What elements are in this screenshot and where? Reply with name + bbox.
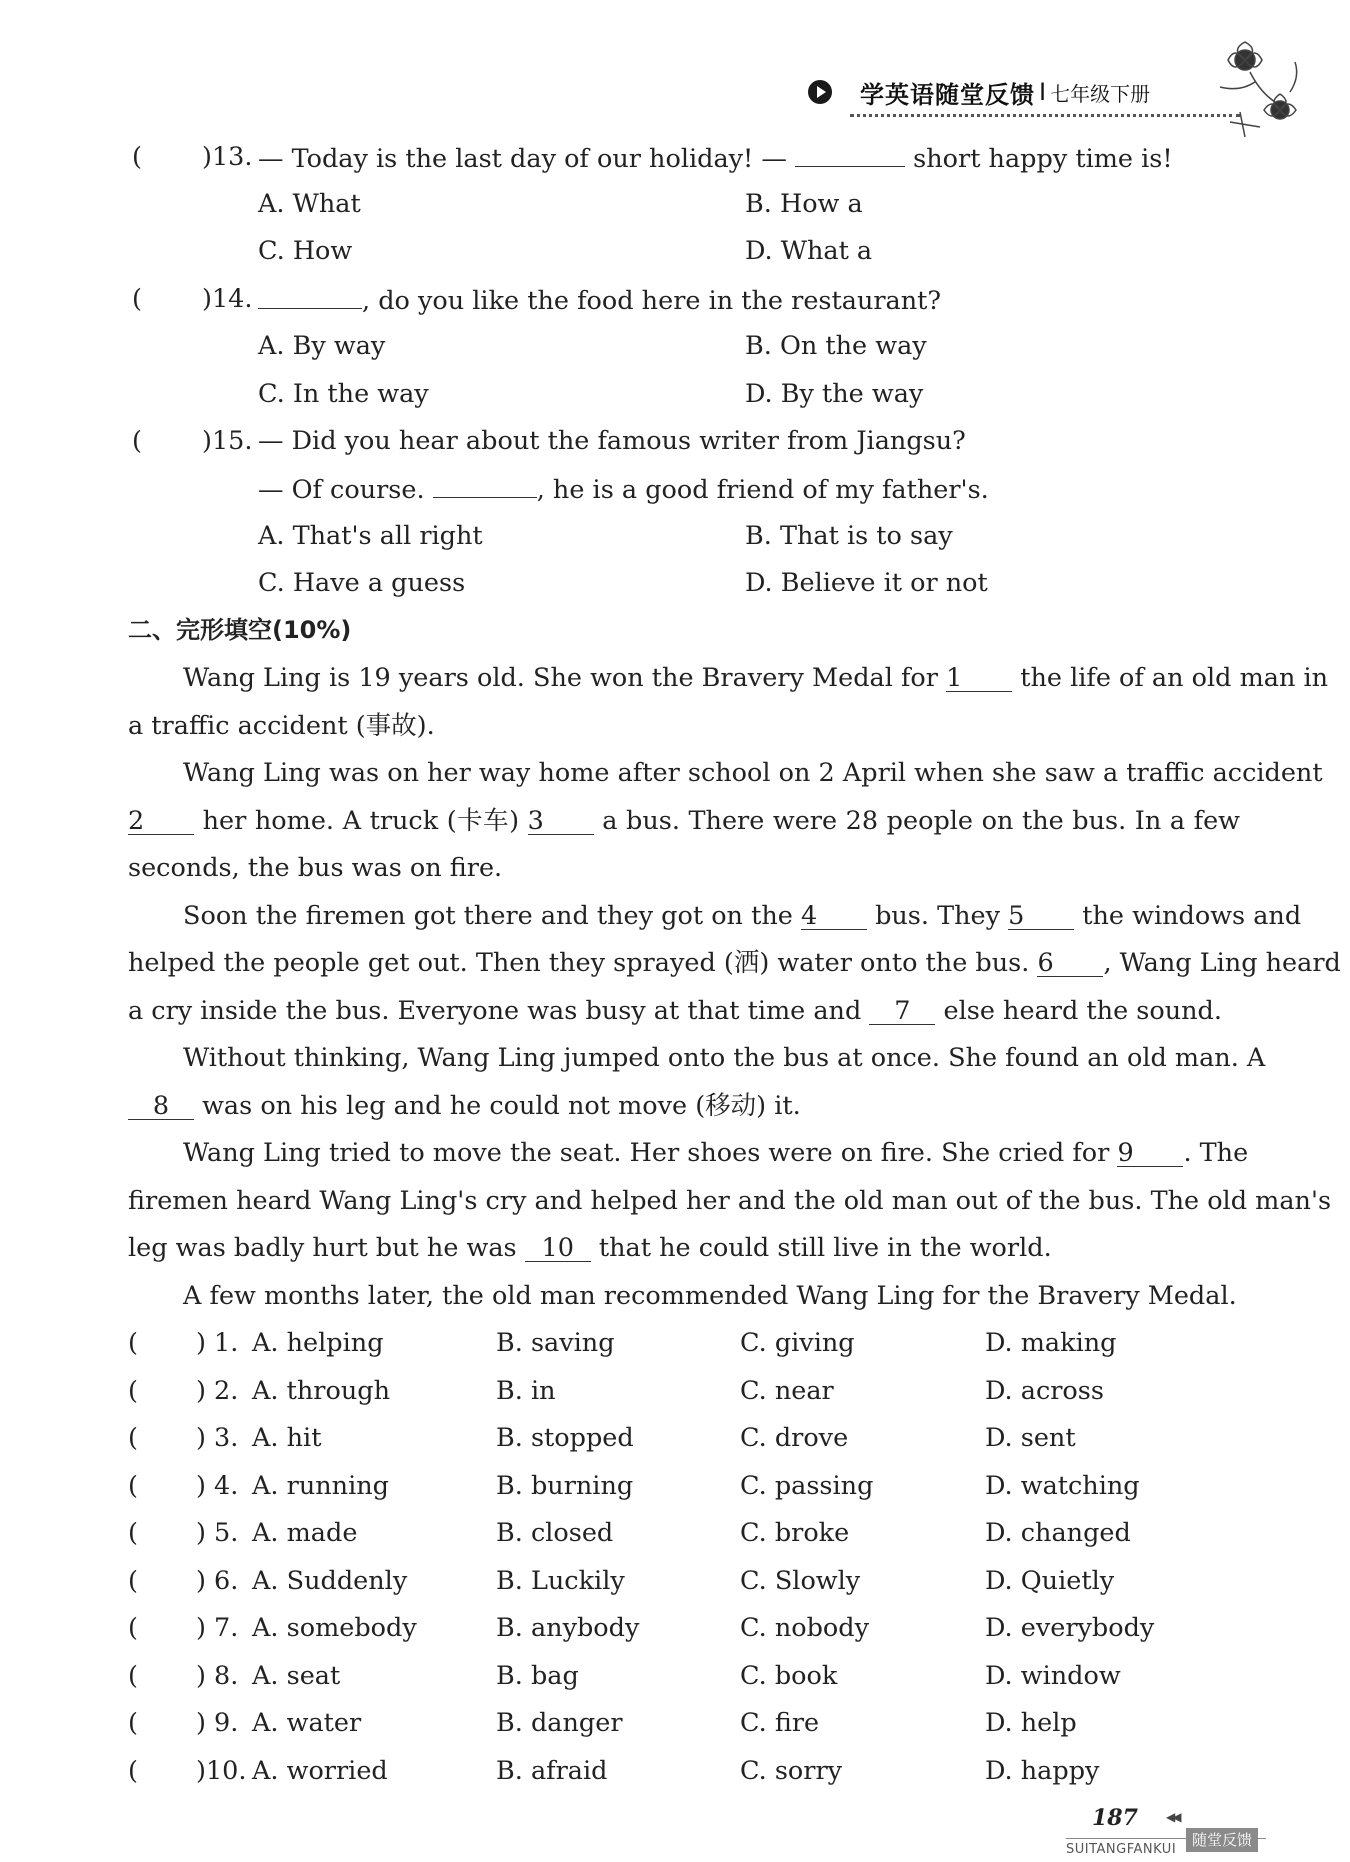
option-b: B. in [496, 1376, 556, 1406]
passage-text: , Wang Ling heard [1103, 948, 1341, 978]
option-b: B. afraid [496, 1756, 608, 1786]
answer-paren-open: ( [128, 1518, 138, 1548]
option-c: C. passing [740, 1471, 874, 1501]
option-b: B. burning [496, 1471, 634, 1501]
passage-text: a cry inside the bus. Everyone was busy at that time and [128, 996, 862, 1026]
cloze-question-number: ) 7. [196, 1613, 239, 1643]
answer-blank [795, 140, 905, 167]
passage-text: the life of an old man in [1020, 663, 1329, 693]
stem-text-after: , he is a good friend of my father's. [536, 475, 989, 505]
passage-text: helped the people get out. Then they sprayed (洒) water onto the bus. [128, 948, 1030, 978]
passage-line [128, 1231, 1240, 1265]
passage-line [128, 1089, 1240, 1123]
question-stem [258, 140, 1173, 176]
cloze-question-number: ) 6. [196, 1566, 239, 1596]
cloze-question-number: ) 3. [196, 1423, 239, 1453]
cloze-question-number: ) 4. [196, 1471, 239, 1501]
passage-text: was on his leg and he could not move (移动) it. [202, 1091, 801, 1121]
option-c: C. near [740, 1376, 834, 1406]
passage-line [128, 804, 1240, 838]
passage-text: bus. They [875, 901, 1001, 931]
option-a: A. through [252, 1376, 391, 1406]
question-number: )13. [202, 142, 253, 172]
passage-line: Without thinking, Wang Ling jumped onto the bus at once. She found an old man. A [183, 1043, 1266, 1073]
option-d: D. sent [985, 1423, 1076, 1453]
option-d: D. happy [985, 1756, 1100, 1786]
option-a: A. water [252, 1708, 362, 1738]
option-c: C. nobody [740, 1613, 869, 1643]
option-a: A. By way [258, 331, 386, 361]
option-b: B. How a [745, 189, 863, 219]
option-b: B. closed [496, 1518, 614, 1548]
header-dotted-rule [850, 114, 1240, 117]
footer-brand-tag: 随堂反馈 [1186, 1828, 1258, 1852]
passage-line: a traffic accident (事故). [128, 711, 435, 741]
cloze-blank-8: 8 [128, 1093, 194, 1120]
option-b: B. Luckily [496, 1566, 625, 1596]
passage-line [183, 661, 1329, 695]
cloze-blank-4: 4 [801, 903, 867, 930]
page-number: 187 [1092, 1805, 1138, 1831]
answer-paren-open: ( [128, 1566, 138, 1596]
option-a: A. made [252, 1518, 358, 1548]
option-a: A. What [258, 189, 361, 219]
option-a: A. worried [252, 1756, 388, 1786]
answer-blank [258, 282, 362, 309]
answer-paren-open: ( [128, 1708, 138, 1738]
option-d: D. across [985, 1376, 1104, 1406]
cloze-blank-3: 3 [528, 808, 594, 835]
option-a: A. hit [252, 1423, 322, 1453]
option-a: A. Suddenly [252, 1566, 408, 1596]
passage-text: . The [1183, 1138, 1249, 1168]
option-b: B. bag [496, 1661, 579, 1691]
passage-text: the windows and [1082, 901, 1302, 931]
play-bullet-icon [808, 80, 832, 104]
option-d: D. changed [985, 1518, 1131, 1548]
passage-text: else heard the sound. [943, 996, 1222, 1026]
cloze-blank-5: 5 [1008, 903, 1074, 930]
passage-text: leg was badly hurt but he was [128, 1233, 517, 1263]
option-a: A. running [252, 1471, 389, 1501]
option-b: B. danger [496, 1708, 623, 1738]
option-b: B. That is to say [745, 521, 953, 551]
option-c: C. Have a guess [258, 568, 466, 598]
question-number: )14. [202, 284, 253, 314]
passage-line [128, 994, 1240, 1028]
option-b: B. anybody [496, 1613, 640, 1643]
option-c: C. In the way [258, 379, 429, 409]
option-c: C. giving [740, 1328, 855, 1358]
option-d: D. watching [985, 1471, 1140, 1501]
option-d: D. By the way [745, 379, 924, 409]
stem-text-after: short happy time is! [913, 144, 1173, 174]
answer-paren-open: ( [128, 1661, 138, 1691]
page-header [808, 70, 1150, 114]
option-c: C. How [258, 236, 353, 266]
flower-ornament-icon [1200, 32, 1320, 142]
passage-text: her home. A truck (卡车) [202, 806, 520, 836]
option-c: C. Slowly [740, 1566, 861, 1596]
option-d: D. window [985, 1661, 1121, 1691]
stem-text-before: — Of course. [258, 475, 425, 505]
answer-paren-open: ( [128, 1613, 138, 1643]
double-arrow-left-icon: ◀◀ [1166, 1810, 1179, 1824]
question-stem: — Did you hear about the famous writer from Jiangsu? [258, 426, 966, 456]
answer-blank [433, 471, 537, 498]
cloze-blank-7: 7 [869, 998, 935, 1025]
option-b: B. On the way [745, 331, 927, 361]
answer-paren-open: ( [132, 284, 142, 314]
passage-text: that he could still live in the world. [598, 1233, 1052, 1263]
question-stem [258, 282, 941, 318]
option-d: D. What a [745, 236, 873, 266]
option-c: C. book [740, 1661, 838, 1691]
cloze-question-number: ) 8. [196, 1661, 239, 1691]
cloze-blank-9: 9 [1117, 1140, 1183, 1167]
answer-paren-open: ( [128, 1423, 138, 1453]
header-separator: I [1039, 78, 1047, 106]
passage-line [183, 899, 1302, 933]
option-a: A. That's all right [258, 521, 483, 551]
passage-text: a bus. There were 28 people on the bus. In a few [602, 806, 1241, 836]
passage-line [183, 1136, 1249, 1170]
cloze-blank-10: 10 [525, 1235, 591, 1262]
answer-paren-open: ( [132, 142, 142, 172]
footer-brand-latin: SUITANGFANKUI [1066, 1842, 1177, 1857]
answer-paren-open: ( [132, 426, 142, 456]
cloze-question-number: ) 5. [196, 1518, 239, 1548]
passage-text: Wang Ling tried to move the seat. Her shoes were on fire. She cried for [183, 1138, 1110, 1168]
cloze-question-number: ) 9. [196, 1708, 239, 1738]
option-d: D. everybody [985, 1613, 1155, 1643]
option-c: C. fire [740, 1708, 820, 1738]
answer-paren-open: ( [128, 1471, 138, 1501]
passage-line: A few months later, the old man recommended Wang Ling for the Bravery Medal. [183, 1281, 1237, 1311]
option-b: B. saving [496, 1328, 615, 1358]
passage-line: seconds, the bus was on fire. [128, 853, 503, 883]
passage-text: Wang Ling is 19 years old. She won the Bravery Medal for [183, 663, 938, 693]
option-d: D. help [985, 1708, 1077, 1738]
stem-text-after: , do you like the food here in the restaurant? [362, 286, 942, 316]
answer-paren-open: ( [128, 1328, 138, 1358]
cloze-question-number: ) 2. [196, 1376, 239, 1406]
passage-line: firemen heard Wang Ling's cry and helped her and the old man out of the bus. The old man's [128, 1186, 1332, 1216]
option-a: A. seat [252, 1661, 341, 1691]
option-b: B. stopped [496, 1423, 634, 1453]
option-c: C. broke [740, 1518, 850, 1548]
question-number: )15. [202, 426, 253, 456]
passage-line [128, 946, 1341, 980]
cloze-question-number: )10. [196, 1756, 247, 1786]
answer-paren-open: ( [128, 1756, 138, 1786]
stem-text-before: — Today is the last day of our holiday! — [258, 144, 787, 174]
answer-paren-open: ( [128, 1376, 138, 1406]
passage-text: Soon the firemen got there and they got on the [183, 901, 793, 931]
option-a: A. helping [252, 1328, 384, 1358]
cloze-blank-6: 6 [1037, 950, 1103, 977]
option-d: D. Quietly [985, 1566, 1115, 1596]
question-stem-2 [258, 471, 989, 507]
option-c: C. sorry [740, 1756, 843, 1786]
passage-line: Wang Ling was on her way home after school on 2 April when she saw a traffic accident [183, 758, 1323, 788]
section-title: 二、完形填空(10%) [128, 616, 352, 644]
option-d: D. making [985, 1328, 1117, 1358]
option-d: D. Believe it or not [745, 568, 988, 598]
cloze-question-number: ) 1. [196, 1328, 239, 1358]
cloze-blank-1: 1 [946, 665, 1012, 692]
option-c: C. drove [740, 1423, 849, 1453]
cloze-blank-2: 2 [128, 808, 194, 835]
book-title: 学英语随堂反馈 [860, 80, 1035, 109]
book-subtitle: 七年级下册 [1050, 81, 1151, 106]
option-a: A. somebody [252, 1613, 417, 1643]
